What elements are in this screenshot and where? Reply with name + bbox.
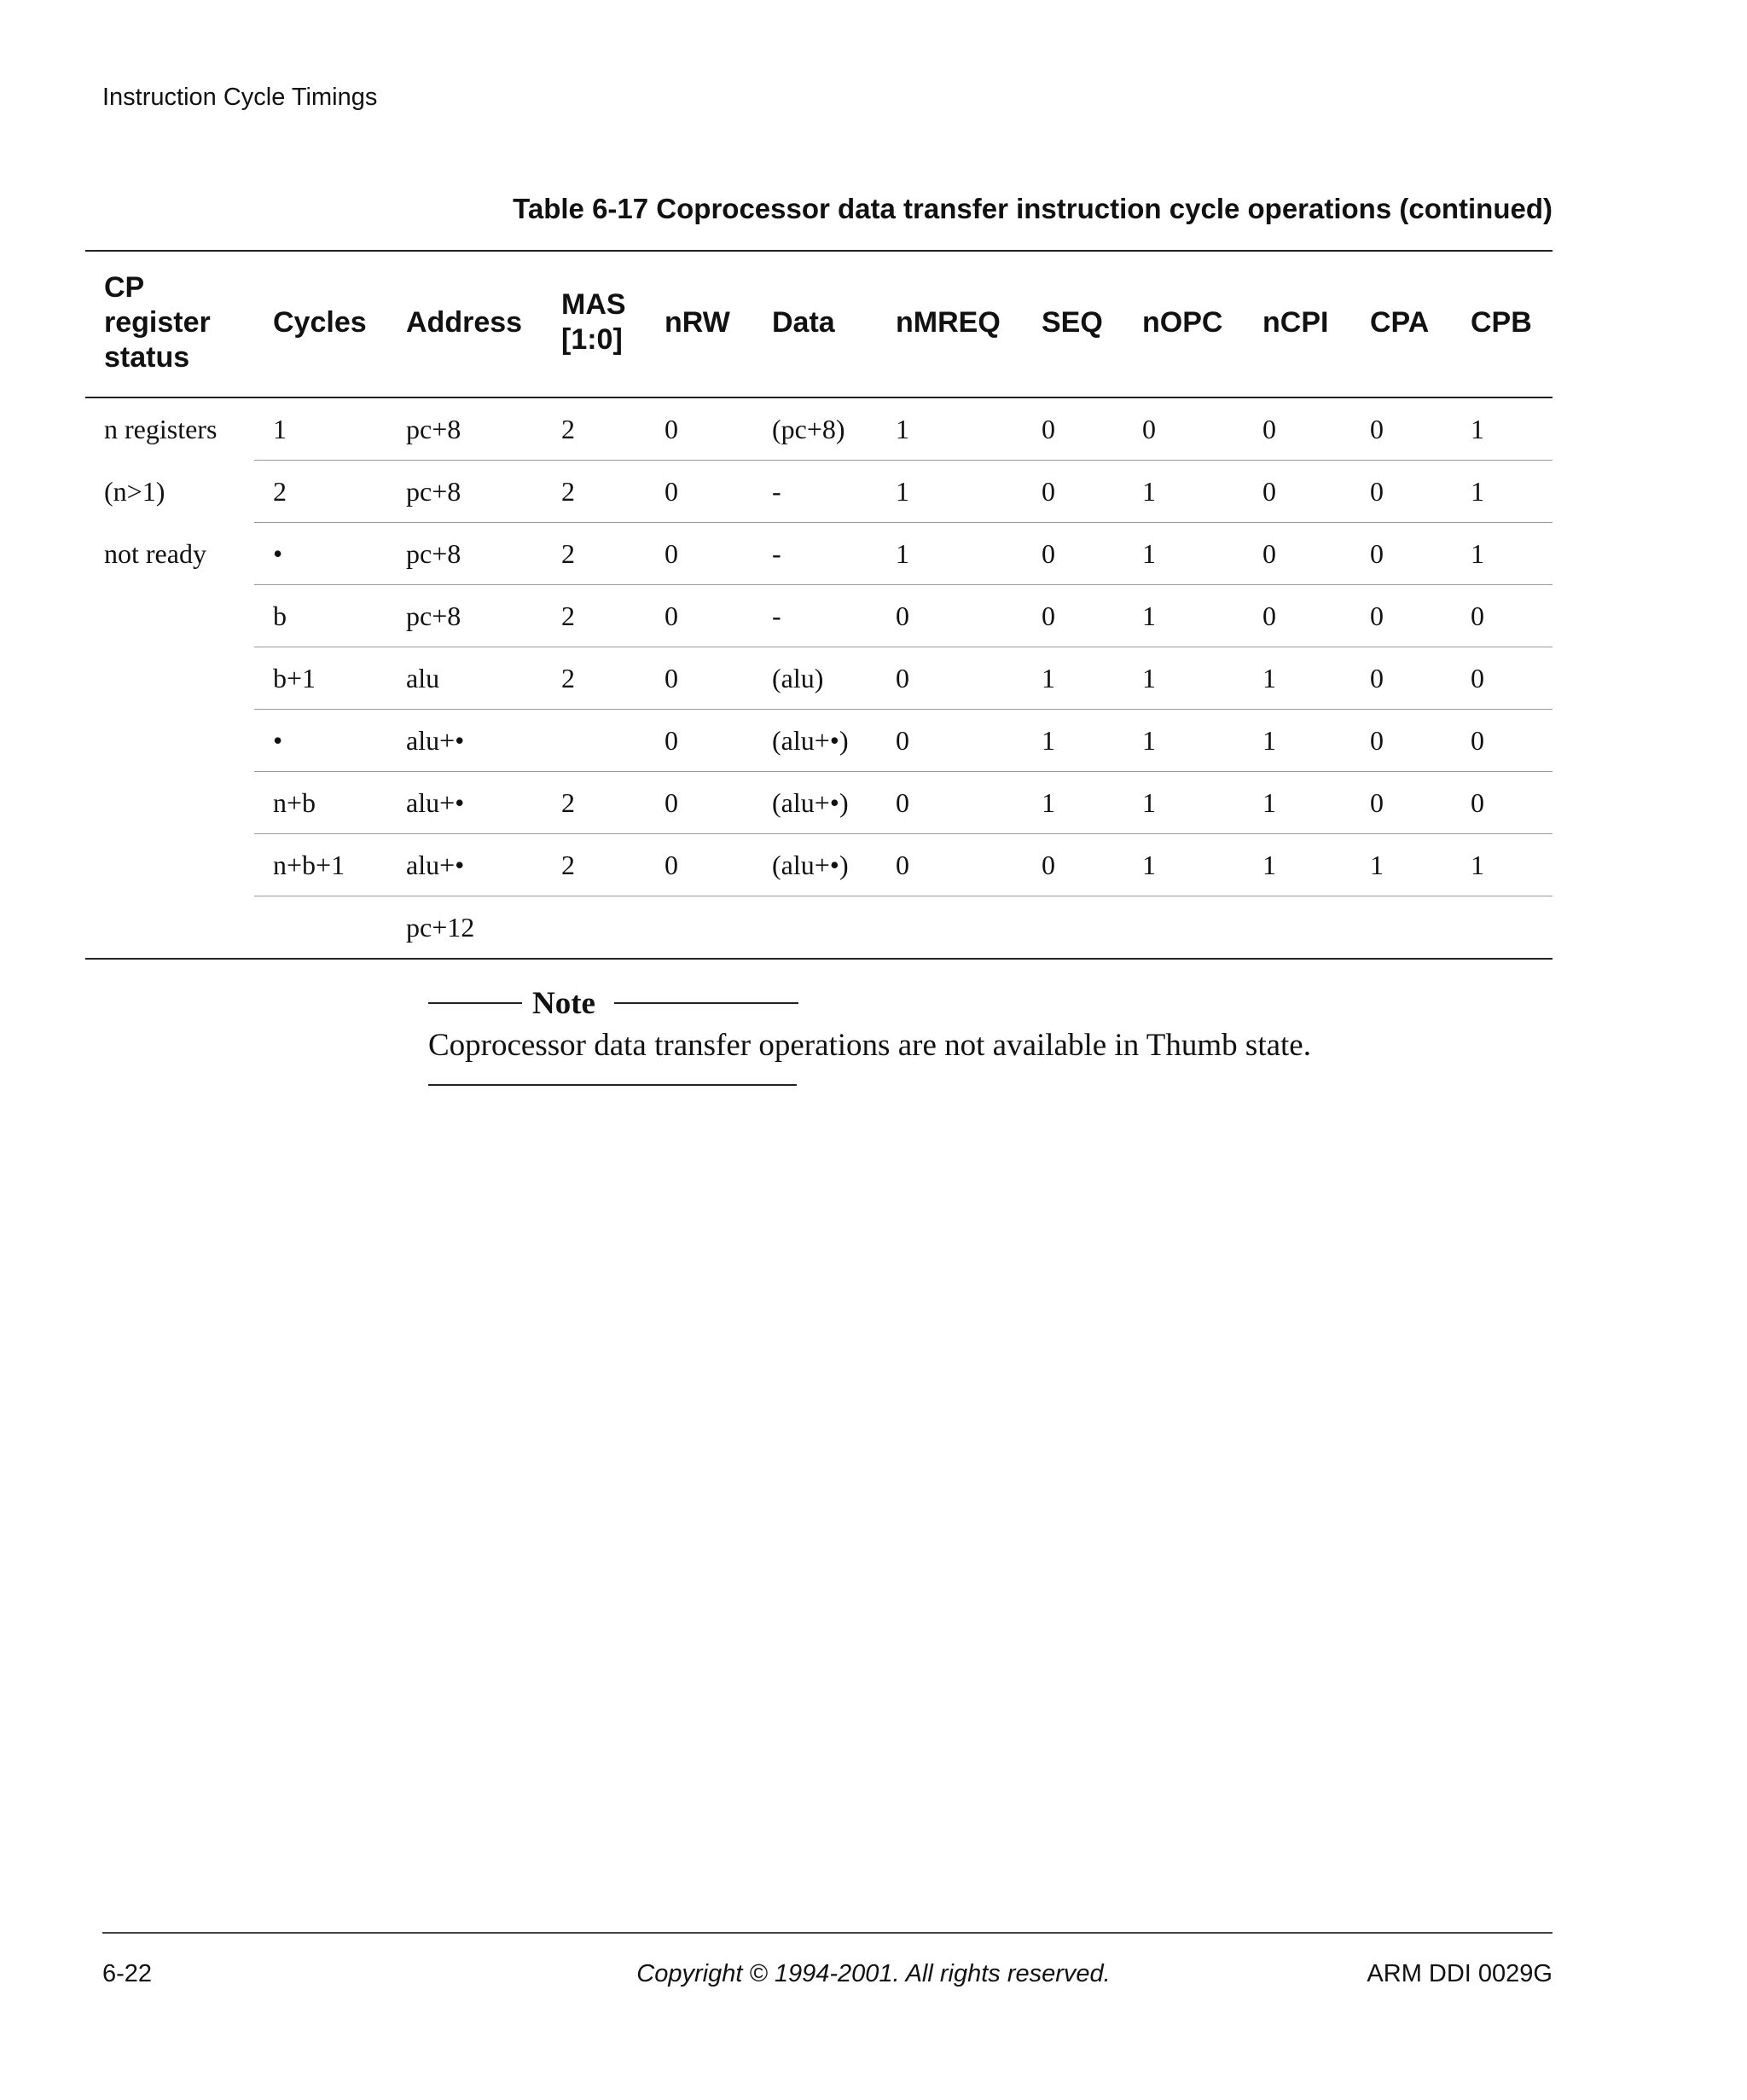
cell-cycles: b+1 [254, 647, 387, 710]
cell-address: pc+8 [387, 523, 543, 585]
cell-nopc: 1 [1123, 710, 1244, 772]
cell-mas [543, 896, 646, 960]
cell-nmreq: 0 [877, 710, 1023, 772]
cell-nopc: 1 [1123, 834, 1244, 896]
column-header-cycles: Cycles [254, 251, 387, 397]
cell-nmreq: 0 [877, 585, 1023, 647]
cell-nrw [646, 896, 753, 960]
cell-cpa: 0 [1370, 414, 1384, 444]
note-heading-line [428, 983, 1311, 1024]
cell-ncpi: 0 [1244, 523, 1351, 585]
footer-copyright: Copyright © 1994-2001. All rights reserved. [636, 1960, 1111, 1987]
cell-cycles: • [254, 523, 387, 585]
cell-seq: 1 [1023, 772, 1123, 834]
column-header-data: Data [753, 251, 877, 397]
cell-cpa: 0 [1351, 585, 1452, 647]
cell-address: alu+• [387, 710, 543, 772]
cell-nopc: 1 [1123, 647, 1244, 710]
cell-nmreq: 1 [896, 414, 909, 444]
cell-cycles: n+b+1 [254, 834, 387, 896]
cell-ncpi: 1 [1244, 647, 1351, 710]
cell-cpb: 1 [1471, 414, 1484, 444]
cell-cpb: 1 [1452, 834, 1553, 896]
table-row [85, 710, 1553, 772]
cell-mas: 2 [543, 523, 646, 585]
cell-data: (alu+•) [753, 772, 877, 834]
cell-cpb [1452, 896, 1553, 960]
cell-address: alu [387, 647, 543, 710]
table-row [85, 647, 1553, 710]
cell-ncpi: 1 [1244, 772, 1351, 834]
footer-doc-id: ARM DDI 0029G [1367, 1960, 1553, 1987]
cell-seq: 0 [1042, 414, 1055, 444]
cell-cpa [1351, 896, 1452, 960]
cell-data: (alu) [753, 647, 877, 710]
cell-nrw: 0 [646, 710, 753, 772]
running-header: Instruction Cycle Timings [102, 84, 378, 111]
note-bottom-rule [428, 1084, 797, 1086]
table-row [85, 896, 1553, 960]
cell-mas: 2 [561, 414, 575, 444]
cell-nmreq: 0 [877, 647, 1023, 710]
cell-cycles: b [254, 585, 387, 647]
cell-cpb: 0 [1452, 710, 1553, 772]
cell-seq: 1 [1023, 710, 1123, 772]
cell-nopc [1123, 896, 1244, 960]
cell-mas [543, 710, 646, 772]
cell-data: (alu+•) [753, 834, 877, 896]
cell-address: pc+8 [387, 461, 543, 523]
table-row [85, 834, 1553, 896]
column-header-mas: MAS [1:0] [543, 251, 646, 397]
cell-data: (alu+•) [753, 710, 877, 772]
column-header-seq: SEQ [1023, 251, 1123, 397]
column-header-ncpi: nCPI [1244, 251, 1351, 397]
cell-seq: 0 [1023, 834, 1123, 896]
cell-nrw: 0 [646, 834, 753, 896]
cell-cp-register-status [85, 772, 254, 834]
cell-nmreq: 0 [877, 834, 1023, 896]
cell-address: alu+• [387, 834, 543, 896]
cell-seq: 0 [1023, 585, 1123, 647]
cell-cycles: 2 [254, 461, 387, 523]
cell-nmreq: 1 [877, 523, 1023, 585]
note-rule-left [428, 1002, 522, 1004]
cell-data: - [753, 461, 877, 523]
cell-nrw: 0 [646, 585, 753, 647]
cell-ncpi: 0 [1244, 585, 1351, 647]
note-heading: Note [532, 985, 595, 1021]
cell-cpb: 1 [1452, 523, 1553, 585]
cycle-operations-table [85, 250, 1553, 960]
table-caption: Table 6-17 Coprocessor data transfer instruction cycle operations (continued) [513, 193, 1553, 224]
cell-data: - [753, 585, 877, 647]
cell-cpb: 1 [1452, 461, 1553, 523]
column-header-cpa: CPA [1351, 251, 1452, 397]
cell-ncpi [1244, 896, 1351, 960]
cell-nmreq: 0 [877, 772, 1023, 834]
cell-cp-register-status [85, 834, 254, 896]
cell-nrw: 0 [646, 523, 753, 585]
cell-cpb: 0 [1452, 772, 1553, 834]
cell-nmreq [877, 896, 1023, 960]
cell-nrw: 0 [646, 461, 753, 523]
cell-ncpi: 1 [1244, 834, 1351, 896]
cell-cpa: 1 [1351, 834, 1452, 896]
cell-cp-register-status [85, 647, 254, 710]
cell-nmreq: 1 [877, 461, 1023, 523]
cell-nrw: 0 [646, 772, 753, 834]
cell-data: - [753, 523, 877, 585]
column-header-nrw: nRW [646, 251, 753, 397]
cell-cycles: 1 [273, 414, 287, 444]
column-header-nopc: nOPC [1123, 251, 1244, 397]
cell-nrw: 0 [646, 647, 753, 710]
cell-mas: 2 [543, 647, 646, 710]
cell-address: pc+12 [387, 896, 543, 960]
cell-cpa: 0 [1351, 523, 1452, 585]
table-row [85, 397, 1553, 461]
cell-cycles: n+b [254, 772, 387, 834]
note-block [428, 983, 1311, 1086]
cell-ncpi: 0 [1244, 461, 1351, 523]
column-header-cp-register-status: CP register status [85, 251, 254, 397]
cell-cycles [254, 896, 387, 960]
header-row [85, 251, 1553, 397]
cell-cp-register-status: (n>1) [104, 476, 165, 507]
cell-mas: 2 [543, 834, 646, 896]
cell-cpb: 0 [1452, 647, 1553, 710]
cell-seq: 0 [1023, 461, 1123, 523]
cell-nopc: 1 [1123, 461, 1244, 523]
cell-nopc: 1 [1123, 585, 1244, 647]
column-header-nmreq: nMREQ [877, 251, 1023, 397]
cell-mas: 2 [543, 461, 646, 523]
cell-ncpi: 0 [1262, 414, 1276, 444]
cell-cp-register-status: not ready [104, 538, 206, 569]
table-row [85, 461, 1553, 523]
cell-nrw: 0 [665, 414, 678, 444]
cell-cpa: 0 [1351, 461, 1452, 523]
cell-address: pc+8 [406, 414, 461, 444]
cell-address: alu+• [387, 772, 543, 834]
cell-seq [1023, 896, 1123, 960]
column-header-address: Address [387, 251, 543, 397]
table-row [85, 585, 1553, 647]
cell-ncpi: 1 [1244, 710, 1351, 772]
cell-cp-register-status [85, 710, 254, 772]
table-row [85, 772, 1553, 834]
cell-cpa: 0 [1351, 772, 1452, 834]
cell-data: (pc+8) [772, 414, 845, 444]
cell-nopc: 1 [1123, 523, 1244, 585]
cell-address: pc+8 [387, 585, 543, 647]
cell-cpa: 0 [1351, 710, 1452, 772]
footer-page-number: 6-22 [102, 1960, 153, 1987]
cell-cp-register-status [85, 896, 254, 960]
cell-seq: 1 [1023, 647, 1123, 710]
table-row [85, 523, 1553, 585]
note-text: Coprocessor data transfer operations are not available in Thumb state. [428, 1028, 1311, 1063]
table-body [85, 397, 1553, 959]
footer-rule [102, 1932, 1553, 1934]
cell-cpb: 0 [1452, 585, 1553, 647]
note-rule-right [614, 1002, 798, 1004]
cell-nopc: 0 [1142, 414, 1156, 444]
cell-seq: 0 [1023, 523, 1123, 585]
cell-data [753, 896, 877, 960]
cell-mas: 2 [543, 772, 646, 834]
cell-cycles: • [254, 710, 387, 772]
column-header-cpb: CPB [1452, 251, 1553, 397]
cell-mas: 2 [543, 585, 646, 647]
cell-cpa: 0 [1351, 647, 1452, 710]
cell-nopc: 1 [1123, 772, 1244, 834]
cell-cp-register-status [85, 585, 254, 647]
cell-cp-register-status: n registers [104, 414, 218, 445]
